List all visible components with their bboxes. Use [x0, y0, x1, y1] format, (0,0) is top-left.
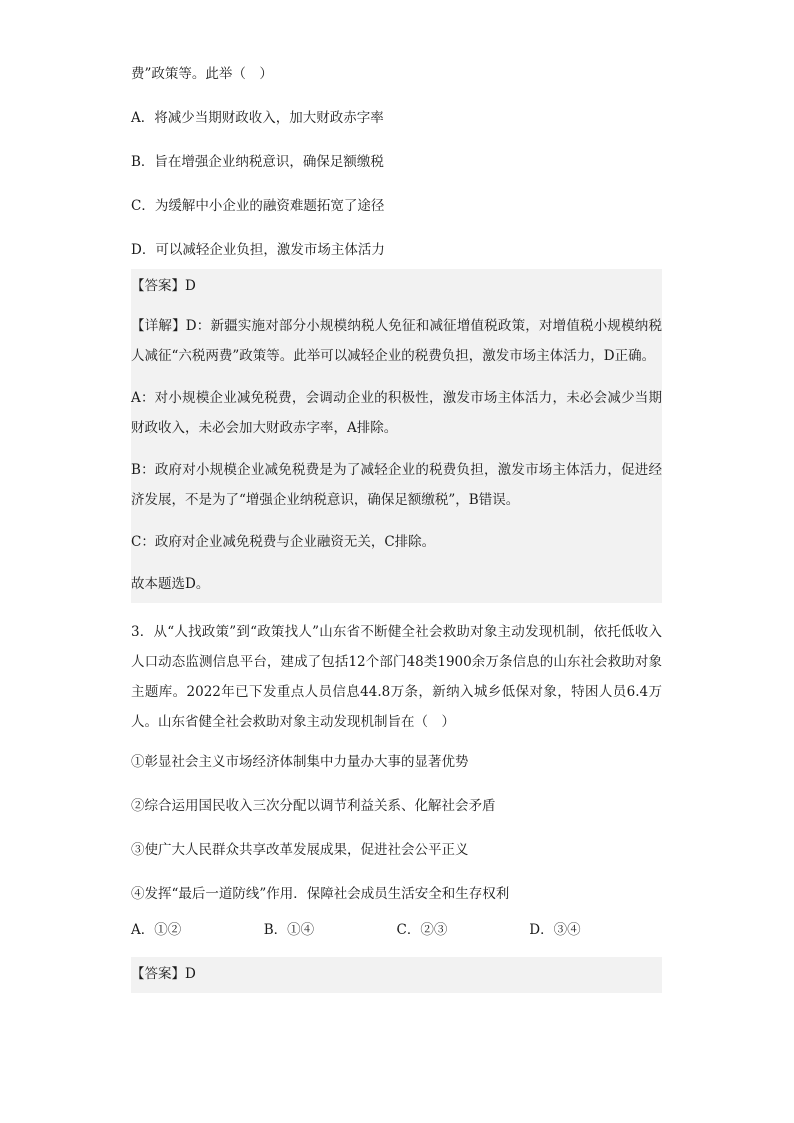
page-content	[131, 63, 662, 993]
question-2-detail-box	[131, 305, 662, 603]
question-3-item-4: ④发挥“最后一道防线”作用．保障社会成员生活安全和生存权利	[131, 886, 510, 902]
question-2-detail-c: C：政府对企业减免税费与企业融资无关，C排除。	[131, 534, 436, 550]
question-3-stem: 3．从“人找政策”到“政策找人”山东省不断健全社会救助对象主动发现机制，依托低收入人口动态监测信息平台，建成了包括12个部门48类1900余万条信息的山东社会救助对象主题库。2022年已下发重点人员信息44.8万条，新纳入城乡低保对象，特困人员6.4万人。山东省健全社会救助对象主动发现机制旨在（ ）	[131, 624, 662, 730]
question-2-option-a: A．将减少当期财政收入，加大财政赤字率	[131, 110, 384, 126]
question-2-option-c: C．为缓解中小企业的融资难题拓宽了途径	[131, 198, 385, 214]
question-2-stem-end: 费”政策等。此举（ ）	[131, 66, 273, 82]
question-3-choices	[131, 919, 662, 941]
question-3-choice-c: C．②③	[396, 922, 448, 938]
question-2-answer-box	[131, 269, 662, 305]
question-3-item-3: ③使广大人民群众共享改革发展成果，促进社会公平正义	[131, 842, 469, 858]
question-2-answer: 【答案】D	[131, 278, 196, 294]
question-3-answer-box	[131, 957, 662, 993]
question-2-option-d: D．可以减轻企业负担，激发市场主体活力	[131, 242, 385, 258]
question-3-item-1: ①彰显社会主义市场经济体制集中力量办大事的显著优势	[131, 754, 469, 770]
question-2-conclusion: 故本题选D。	[131, 576, 210, 592]
question-2-detail-a: A：对小规模企业减免税费，会调动企业的积极性，激发市场主体活力，未必会减少当期财政收入，未必会加大财政赤字率，A排除。	[131, 390, 662, 436]
question-3-choice-d: D．③④	[529, 922, 581, 938]
question-2-detail-b: B：政府对小规模企业减免税费是为了减轻企业的税费负担，激发市场主体活力，促进经济发展，不是为了“增强企业纳税意识，确保足额缴税”，B错误。	[131, 462, 662, 508]
question-2-option-b: B．旨在增强企业纳税意识，确保足额缴税	[131, 154, 384, 170]
question-3-choice-a: A．①②	[131, 922, 182, 938]
question-3-item-2: ②综合运用国民收入三次分配以调节利益关系、化解社会矛盾	[131, 798, 496, 814]
question-3-answer: 【答案】D	[131, 966, 196, 982]
question-2-detail-main: 【详解】D：新疆实施对部分小规模纳税人免征和减征增值税政策，对增值税小规模纳税人减征“六税两费”政策等。此举可以减轻企业的税费负担，激发市场主体活力，D正确。	[131, 318, 662, 364]
question-3-choice-b: B．①④	[263, 922, 315, 938]
